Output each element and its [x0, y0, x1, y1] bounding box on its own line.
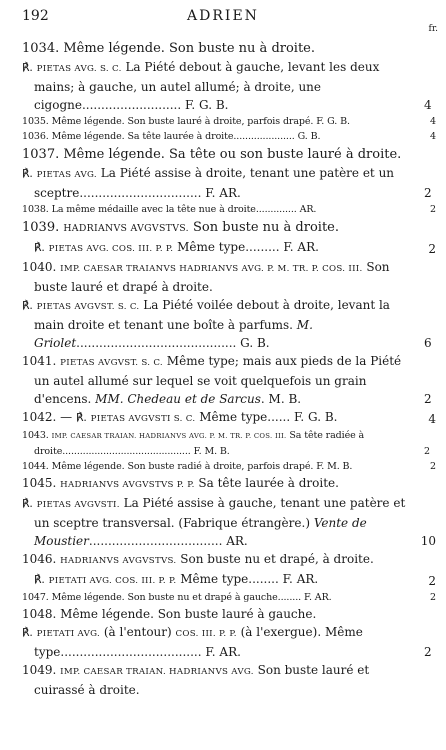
entry-text: 1042. — ℟. PIETAS AVGVSTI S. C. Même type...... F. G. B.	[22, 410, 338, 424]
catalog-entry-1039	[22, 218, 438, 238]
entry-value: 2	[430, 204, 436, 215]
catalog-entry-1041: 1041. PIETAS AVGVST. S. C. Même type; mais aux pieds de la Piété un autel allumé sur lequel se voit quelquefois un grain d'encens. MM. Chedeau et de Sarcus. M. B. 2	[22, 354, 432, 406]
entry-text: 1034. Même légende. Son buste nu à droite.	[22, 41, 316, 56]
entry-text: ℟. PIETAS AVGVSTI. La Piété assise à gauche, tenant une patère et un sceptre transversal. (Fabrique étrangère.) Vente de Moustier................................... AR.	[22, 496, 406, 548]
entry-text: ℟. PIETAS AVG. S. C. La Piété debout à gauche, levant les deux mains; à gauche, un autel allumé; à droite, une cigogne.......................... F. G. B.	[22, 60, 380, 112]
entry-text: 1037. Même légende. Sa tête ou son buste lauré à droite.	[22, 147, 402, 162]
catalog-entry-1037	[22, 145, 438, 164]
catalog-entry-1034r: ℟. PIETAS AVG. S. C. La Piété debout à gauche, levant les deux mains; à gauche, un autel allumé; à droite, une cigogne.......................... F. G. B. 4	[22, 60, 432, 112]
catalog-entry-1043: 1043. IMP. CAESAR TRAIAN. HADRIANVS AVG. P. M. TR. P. COS. III. Sa tête radiée à droite............................................ F. M. B. 2	[22, 430, 430, 457]
catalog-entry-1044	[22, 459, 438, 474]
entry-value: 4	[430, 116, 436, 127]
catalog-entry-1049	[22, 661, 438, 699]
entry-text: 1043. IMP. CAESAR TRAIAN. HADRIANVS AVG. P. M. TR. P. COS. III. Sa tête radiée à droite............................................ F. M. B.	[22, 430, 365, 457]
entry-value: 4	[430, 131, 436, 142]
entry-value: 10	[420, 534, 436, 548]
entry-text: 1045. HADRIANVS AVGVSTVS P. P. Sa tête laurée à droite.	[22, 476, 339, 490]
value-unit-label: fr.	[428, 24, 438, 34]
entry-value: 4	[428, 412, 436, 426]
entry-text: 1040. IMP. CAESAR TRAIANVS HADRIANVS AVG. P. M. TR. P. COS. III. Son buste lauré et drapé à droite.	[22, 260, 390, 294]
entry-text: ℟. PIETATI AVG. COS. III. P. P. Même type........ F. AR.	[34, 572, 319, 586]
entry-text: ℟. PIETAS AVG. La Piété assise à droite, tenant une patère et un sceptre................................ F. AR.	[22, 166, 395, 200]
catalog-entry-1037r: ℟. PIETAS AVG. La Piété assise à droite, tenant une patère et un sceptre................................ F. AR. 2	[22, 166, 432, 200]
coin-entry-list	[22, 39, 438, 699]
catalog-entry-1034	[22, 39, 438, 58]
page-header	[22, 0, 438, 38]
page-number: 192	[22, 8, 49, 24]
catalog-entry-1035	[22, 114, 438, 129]
catalog-entry-1046	[22, 550, 438, 570]
entry-text: 1036. Même légende. Sa tête laurée à droite..................... G. B.	[22, 131, 321, 142]
entry-text: 1044. Même légende. Son buste radié à droite, parfois drapé. F. M. B.	[22, 461, 353, 472]
catalog-entry-1046r	[22, 570, 438, 590]
catalog-entry-1039r	[22, 238, 438, 258]
entry-text: 1049. IMP. CAESAR TRAIAN. HADRIANVS AVG. Son buste lauré et cuirassé à droite.	[22, 663, 370, 697]
catalog-entry-1048	[22, 605, 438, 623]
entry-text: 1041. PIETAS AVGVST. S. C. Même type; mais aux pieds de la Piété un autel allumé sur lequel se voit quelquefois un grain d'encens. MM. Chedeau et de Sarcus. M. B.	[22, 354, 402, 406]
entry-value: 2	[428, 242, 436, 256]
catalog-entry-1038	[22, 202, 438, 217]
catalog-entry-1036	[22, 129, 438, 144]
entry-text: 1046. HADRIANVS AVGVSTVS. Son buste nu et drapé, à droite.	[22, 552, 374, 566]
entry-text: 1039. HADRIANVS AVGVSTVS. Son buste nu à droite.	[22, 220, 340, 235]
catalog-entry-1045	[22, 474, 438, 494]
entry-text: ℟. PIETATI AVG. (à l'entour) COS. III. P. P. (à l'exergue). Même type..................................... F. AR.	[22, 625, 363, 659]
entry-text: 1048. Même légende. Son buste lauré à gauche.	[22, 607, 317, 621]
entry-text: 1035. Même légende. Son buste lauré à droite, parfois drapé. F. G. B.	[22, 116, 350, 127]
entry-value: 2	[430, 461, 436, 472]
entry-value: 2	[430, 592, 436, 603]
catalog-entry-1040	[22, 258, 438, 296]
page-title: ADRIEN	[187, 8, 259, 24]
entry-text: 1047. Même légende. Son buste nu et drapé à gauche........ F. AR.	[22, 592, 332, 603]
entry-text: ℟. PIETAS AVGVST. S. C. La Piété voilée debout à droite, levant la main droite et tenant une boîte à parfums. M. Griolet.......................................... G. B.	[22, 298, 390, 350]
entry-value: 2	[428, 574, 436, 588]
catalog-entry-1042	[22, 408, 438, 428]
catalog-entry-1045r	[22, 494, 438, 550]
entry-text: ℟. PIETAS AVG. COS. III. P. P. Même type......... F. AR.	[34, 240, 319, 254]
entry-text: 1038. La même médaille avec la tête nue à droite.............. AR.	[22, 204, 317, 215]
catalog-entry-1048r: ℟. PIETATI AVG. (à l'entour) COS. III. P. P. (à l'exergue). Même type..................................... F. AR. 2	[22, 625, 432, 659]
catalog-entry-1047	[22, 590, 438, 605]
catalog-entry-1040r: ℟. PIETAS AVGVST. S. C. La Piété voilée debout à droite, levant la main droite et tenant une boîte à parfums. M. Griolet.......................................... G. B. 6	[22, 298, 432, 350]
